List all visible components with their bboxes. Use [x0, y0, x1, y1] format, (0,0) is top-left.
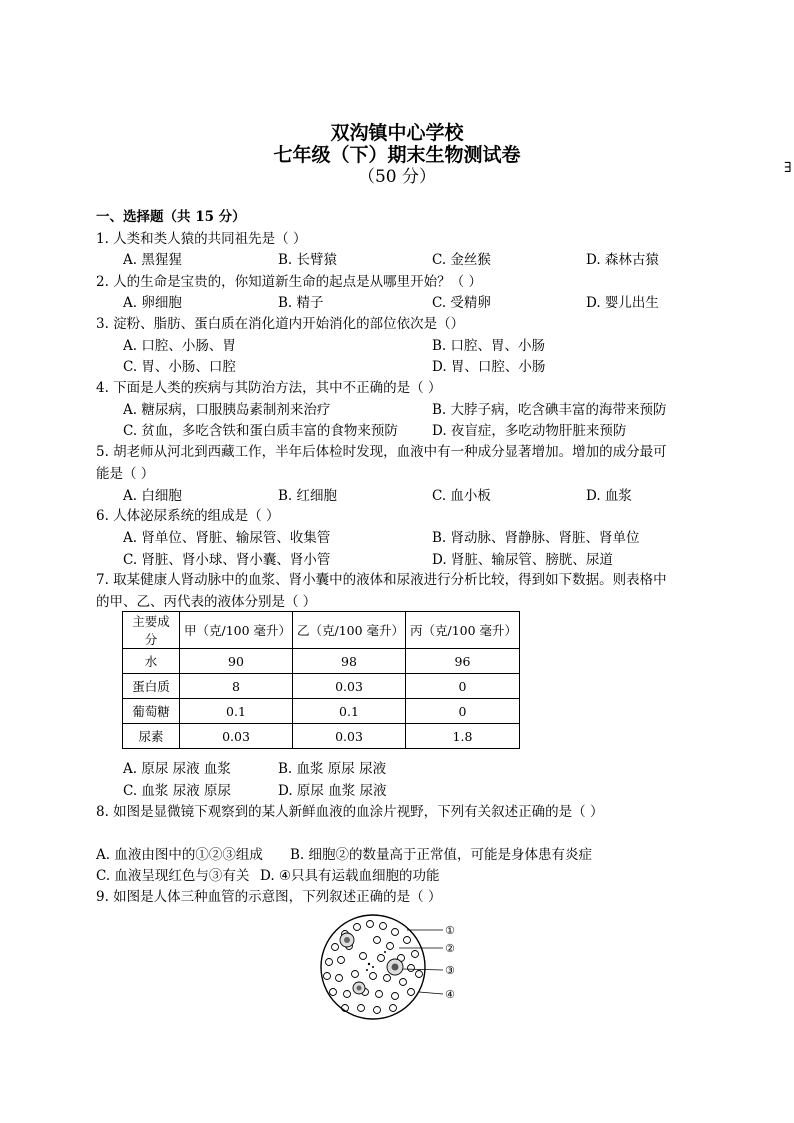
table-cell: 尿素	[123, 724, 180, 749]
q4-option-a: A. 糖尿病，口服胰岛素制剂来治疗	[123, 402, 331, 418]
q6-stem: 6. 人体泌尿系统的组成是（ ）	[96, 508, 280, 524]
table-header-cell: 甲（克/100 毫升）	[180, 612, 293, 649]
q8-option-a: A. 血液由图中的①②③组成	[96, 847, 263, 863]
table-cell: 0.1	[293, 699, 406, 724]
table-row	[123, 649, 520, 674]
q4-stem: 4. 下面是人类的疾病与其防治方法，其中不正确的是（ ）	[96, 380, 442, 396]
q5-option-b: B. 红细胞	[278, 488, 338, 504]
table-header-row	[123, 612, 520, 649]
q1-option-c: C. 金丝猴	[432, 252, 491, 268]
table-cell: 0.03	[293, 674, 406, 699]
exam-score: （50 分）	[357, 167, 437, 187]
table-header-cell: 乙（克/100 毫升）	[293, 612, 406, 649]
exam-title: 七年级（下）期末生物测试卷	[273, 144, 521, 166]
edge-mark: ∃	[784, 160, 792, 176]
q3-option-c: C. 胃、小肠、口腔	[123, 359, 236, 375]
q5-option-c: C. 血小板	[432, 488, 491, 504]
table-cell: 葡萄糖	[123, 699, 180, 724]
q6-option-b: B. 肾动脉、肾静脉、肾脏、肾单位	[432, 530, 640, 546]
q4-option-c: C. 贫血，多吃含铁和蛋白质丰富的食物来预防	[123, 423, 398, 439]
figure-label-2: ②	[445, 942, 455, 955]
table-cell: 90	[180, 649, 293, 674]
q8-option-c: C. 血液呈现红色与③有关	[96, 868, 250, 884]
q3-option-b: B. 口腔、胃、小肠	[432, 338, 546, 354]
table-cell: 1.8	[406, 724, 520, 749]
q8-option-d: D. ④只具有运载血细胞的功能	[260, 868, 440, 884]
table-row	[123, 724, 520, 749]
q5-stem-cont: 能是（ ）	[96, 466, 155, 482]
q2-option-c: C. 受精卵	[432, 295, 491, 311]
urine-data-table	[122, 611, 520, 749]
q4-option-b: B. 大脖子病，吃含碘丰富的海带来预防	[432, 402, 667, 418]
q6-option-d: D. 肾脏、输尿管、膀胱、尿道	[432, 552, 613, 568]
q6-option-c: C. 肾脏、肾小球、肾小囊、肾小管	[123, 552, 331, 568]
q2-option-d: D. 婴儿出生	[586, 295, 659, 311]
q3-option-d: D. 胃、口腔、小肠	[432, 359, 546, 375]
table-header-cell: 丙（克/100 毫升）	[406, 612, 520, 649]
q4-option-d: D. 夜盲症，多吃动物肝脏来预防	[432, 423, 627, 439]
table-cell: 0.1	[180, 699, 293, 724]
q5-stem: 5. 胡老师从河北到西藏工作，半年后体检时发现，血液中有一种成分显著增加。增加的成分最可	[96, 444, 667, 460]
q5-option-d: D. 血浆	[586, 488, 632, 504]
q3-option-a: A. 口腔、小肠、胃	[123, 338, 236, 354]
q6-option-a: A. 肾单位、肾脏、输尿管、收集管	[123, 530, 331, 546]
q7-stem: 7. 取某健康人肾动脉中的血浆、肾小囊中的液体和尿液进行分析比较，得到如下数据。则表格中	[96, 572, 667, 588]
q9-stem: 9. 如图是人体三种血管的示意图，下列叙述正确的是（ ）	[96, 889, 442, 905]
q7-option-d: D. 原尿 血浆 尿液	[278, 783, 387, 799]
table-cell: 96	[406, 649, 520, 674]
q7-option-a: A. 原尿 尿液 血浆	[123, 761, 231, 777]
table-cell: 0.03	[293, 724, 406, 749]
school-name: 双沟镇中心学校	[330, 122, 464, 144]
section-title: 一、选择题（共 15 分）	[96, 209, 246, 225]
table-cell: 蛋白质	[123, 674, 180, 699]
q2-option-b: B. 精子	[278, 295, 324, 311]
q7-option-b: B. 血浆 原尿 尿液	[278, 761, 387, 777]
q1-option-a: A. 黑猩猩	[123, 252, 182, 268]
q7-option-c: C. 血浆 尿液 原尿	[123, 783, 232, 799]
table-cell: 98	[293, 649, 406, 674]
q8-stem: 8. 如图是显微镜下观察到的某人新鲜血液的血涂片视野，下列有关叙述正确的是（ ）	[96, 804, 604, 820]
table-cell: 水	[123, 649, 180, 674]
q1-option-b: B. 长臂猿	[278, 252, 338, 268]
q3-stem: 3. 淀粉、脂肪、蛋白质在消化道内开始消化的部位依次是（）	[96, 316, 465, 332]
table-cell: 8	[180, 674, 293, 699]
table-row	[123, 699, 520, 724]
q2-option-a: A. 卵细胞	[123, 295, 182, 311]
figure-label-1: ①	[445, 924, 455, 937]
table-cell: 0	[406, 674, 520, 699]
table-cell: 0	[406, 699, 520, 724]
figure-label-3: ③	[445, 964, 455, 977]
q2-stem: 2. 人的生命是宝贵的，你知道新生命的起点是从哪里开始？（ ）	[96, 274, 482, 290]
table-cell: 0.03	[180, 724, 293, 749]
table-header-cell: 主要成分	[123, 612, 180, 649]
q8-option-b: B. 细胞②的数量高于正常值，可能是身体患有炎症	[290, 847, 593, 863]
q1-option-d: D. 森林古猿	[586, 252, 659, 268]
blood-smear-figure	[315, 912, 465, 1022]
q5-option-a: A. 白细胞	[123, 488, 182, 504]
table-row	[123, 674, 520, 699]
q1-stem: 1. 人类和类人猿的共同祖先是（ ）	[96, 231, 307, 247]
q7-stem-cont: 的甲、乙、丙代表的液体分别是（ ）	[96, 594, 317, 610]
figure-label-4: ④	[445, 988, 455, 1001]
